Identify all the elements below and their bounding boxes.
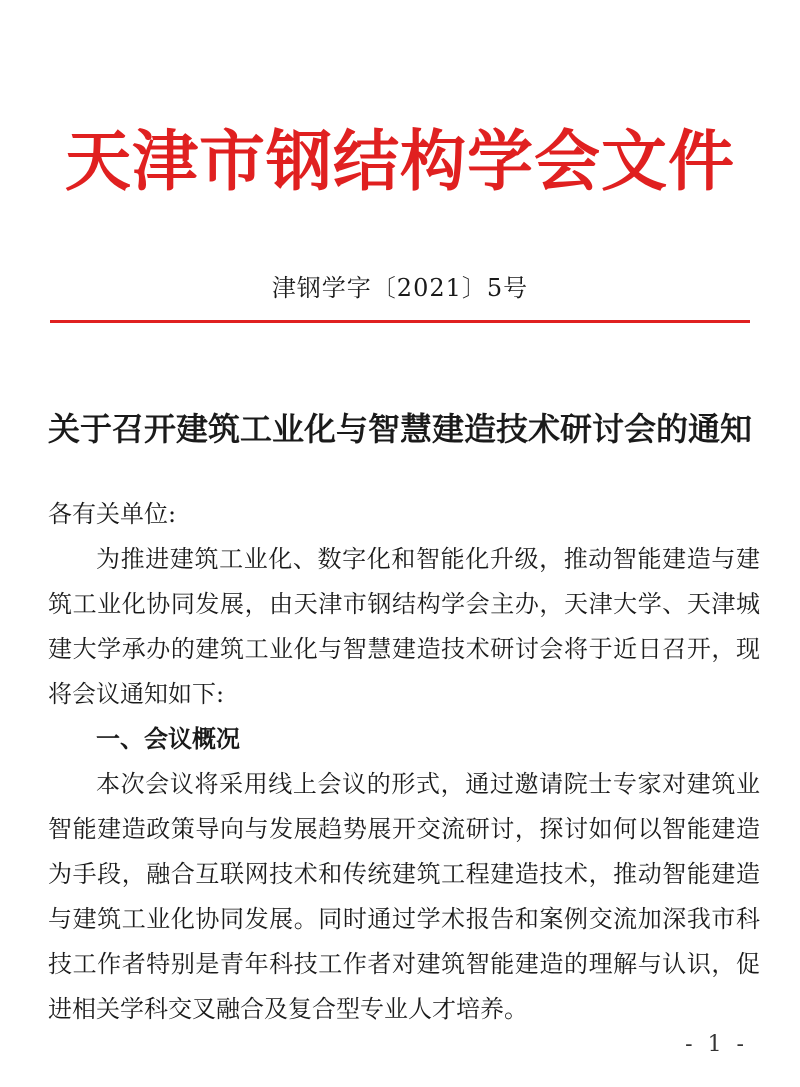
paragraph-line: 将会议通知如下:: [48, 680, 225, 708]
paragraph-line: 筑工业化协同发展，由天津市钢结构学会主办，天津大学、天津城: [48, 590, 760, 618]
section-heading: 一、会议概况: [96, 725, 240, 753]
red-separator-line: [50, 320, 750, 323]
page-number: - 1 -: [685, 1032, 748, 1057]
paragraph-line: 为推进建筑工业化、数字化和智能化升级，推动智能建造与建: [96, 545, 760, 573]
paragraph-line: 与建筑工业化协同发展。同时通过学术报告和案例交流加深我市科: [48, 905, 760, 933]
document-body: [48, 492, 760, 1032]
paragraph-line: 本次会议将采用线上会议的形式，通过邀请院士专家对建筑业: [96, 770, 760, 798]
paragraph-line: 智能建造政策导向与发展趋势展开交流研讨，探讨如何以智能建造: [48, 815, 760, 843]
paragraph-line: 为手段，融合互联网技术和传统建筑工程建造技术，推动智能建造: [48, 860, 760, 888]
document-number: 津钢学字〔2021〕5号: [271, 274, 529, 302]
salutation: 各有关单位:: [48, 500, 177, 528]
issuer-header-title: 天津市钢结构学会文件: [65, 122, 735, 200]
paragraph-line: 进相关学科交叉融合及复合型专业人才培养。: [48, 995, 528, 1023]
paragraph-line: 建大学承办的建筑工业化与智慧建造技术研讨会将于近日召开，现: [48, 635, 760, 663]
notice-title: 关于召开建筑工业化与智慧建造技术研讨会的通知: [47, 410, 752, 448]
paragraph-line: 技工作者特别是青年科技工作者对建筑智能建造的理解与认识，促: [48, 950, 760, 978]
